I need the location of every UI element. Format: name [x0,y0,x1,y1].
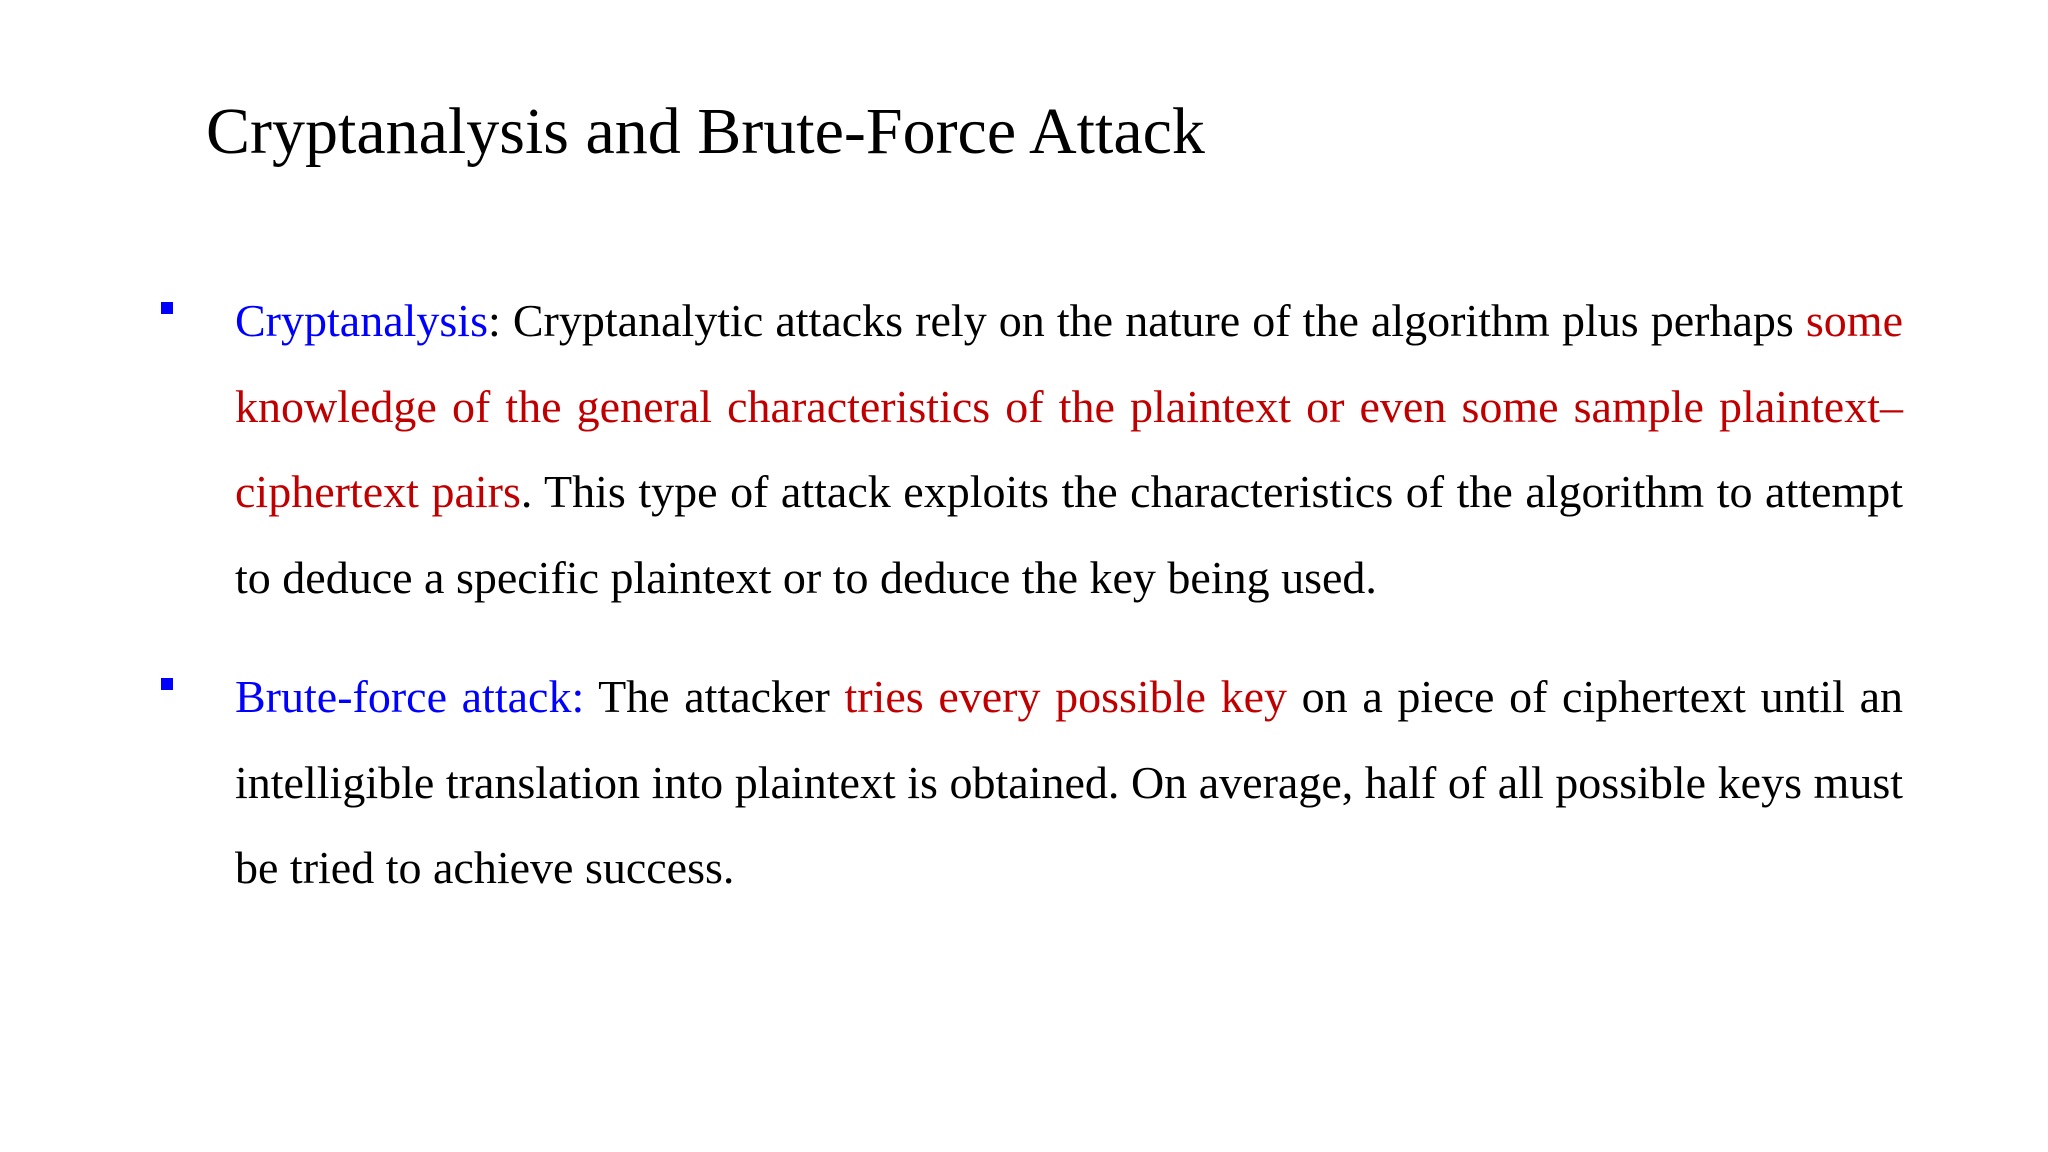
bullet-brute-force [0,654,1903,911]
bullet-text: Cryptanalytic attacks rely on the nature of the algorithm plus perhaps [512,295,1806,346]
term-brute-force: Brute-force attack: [235,671,585,722]
slide-title: Cryptanalysis and Brute-Force Attack [206,95,1205,168]
bullet-text: The attacker [584,671,845,722]
bullet-text: on a piece of ciphertext until an intelligible translation into plaintext is obtained. On average, half of all possible keys must be tried to achieve success. [235,671,1904,893]
term-cryptanalysis: Cryptanalysis [235,295,488,346]
square-bullet-icon [161,678,173,690]
square-bullet-icon [161,302,173,314]
bullet-text: . This type of attack exploits the characteristics of the algorithm to attempt to deduce a specific plaintext or to deduce the key being used. [235,466,1903,603]
highlight-text: some knowledge of the general characteristics of the plaintext or even some sample plaintext–ciphertext pairs [235,295,1903,517]
highlight-text: tries every possible key [844,671,1287,722]
term-separator: : [487,295,513,346]
bullet-cryptanalysis [0,278,1903,620]
bullet-list [0,278,2048,911]
